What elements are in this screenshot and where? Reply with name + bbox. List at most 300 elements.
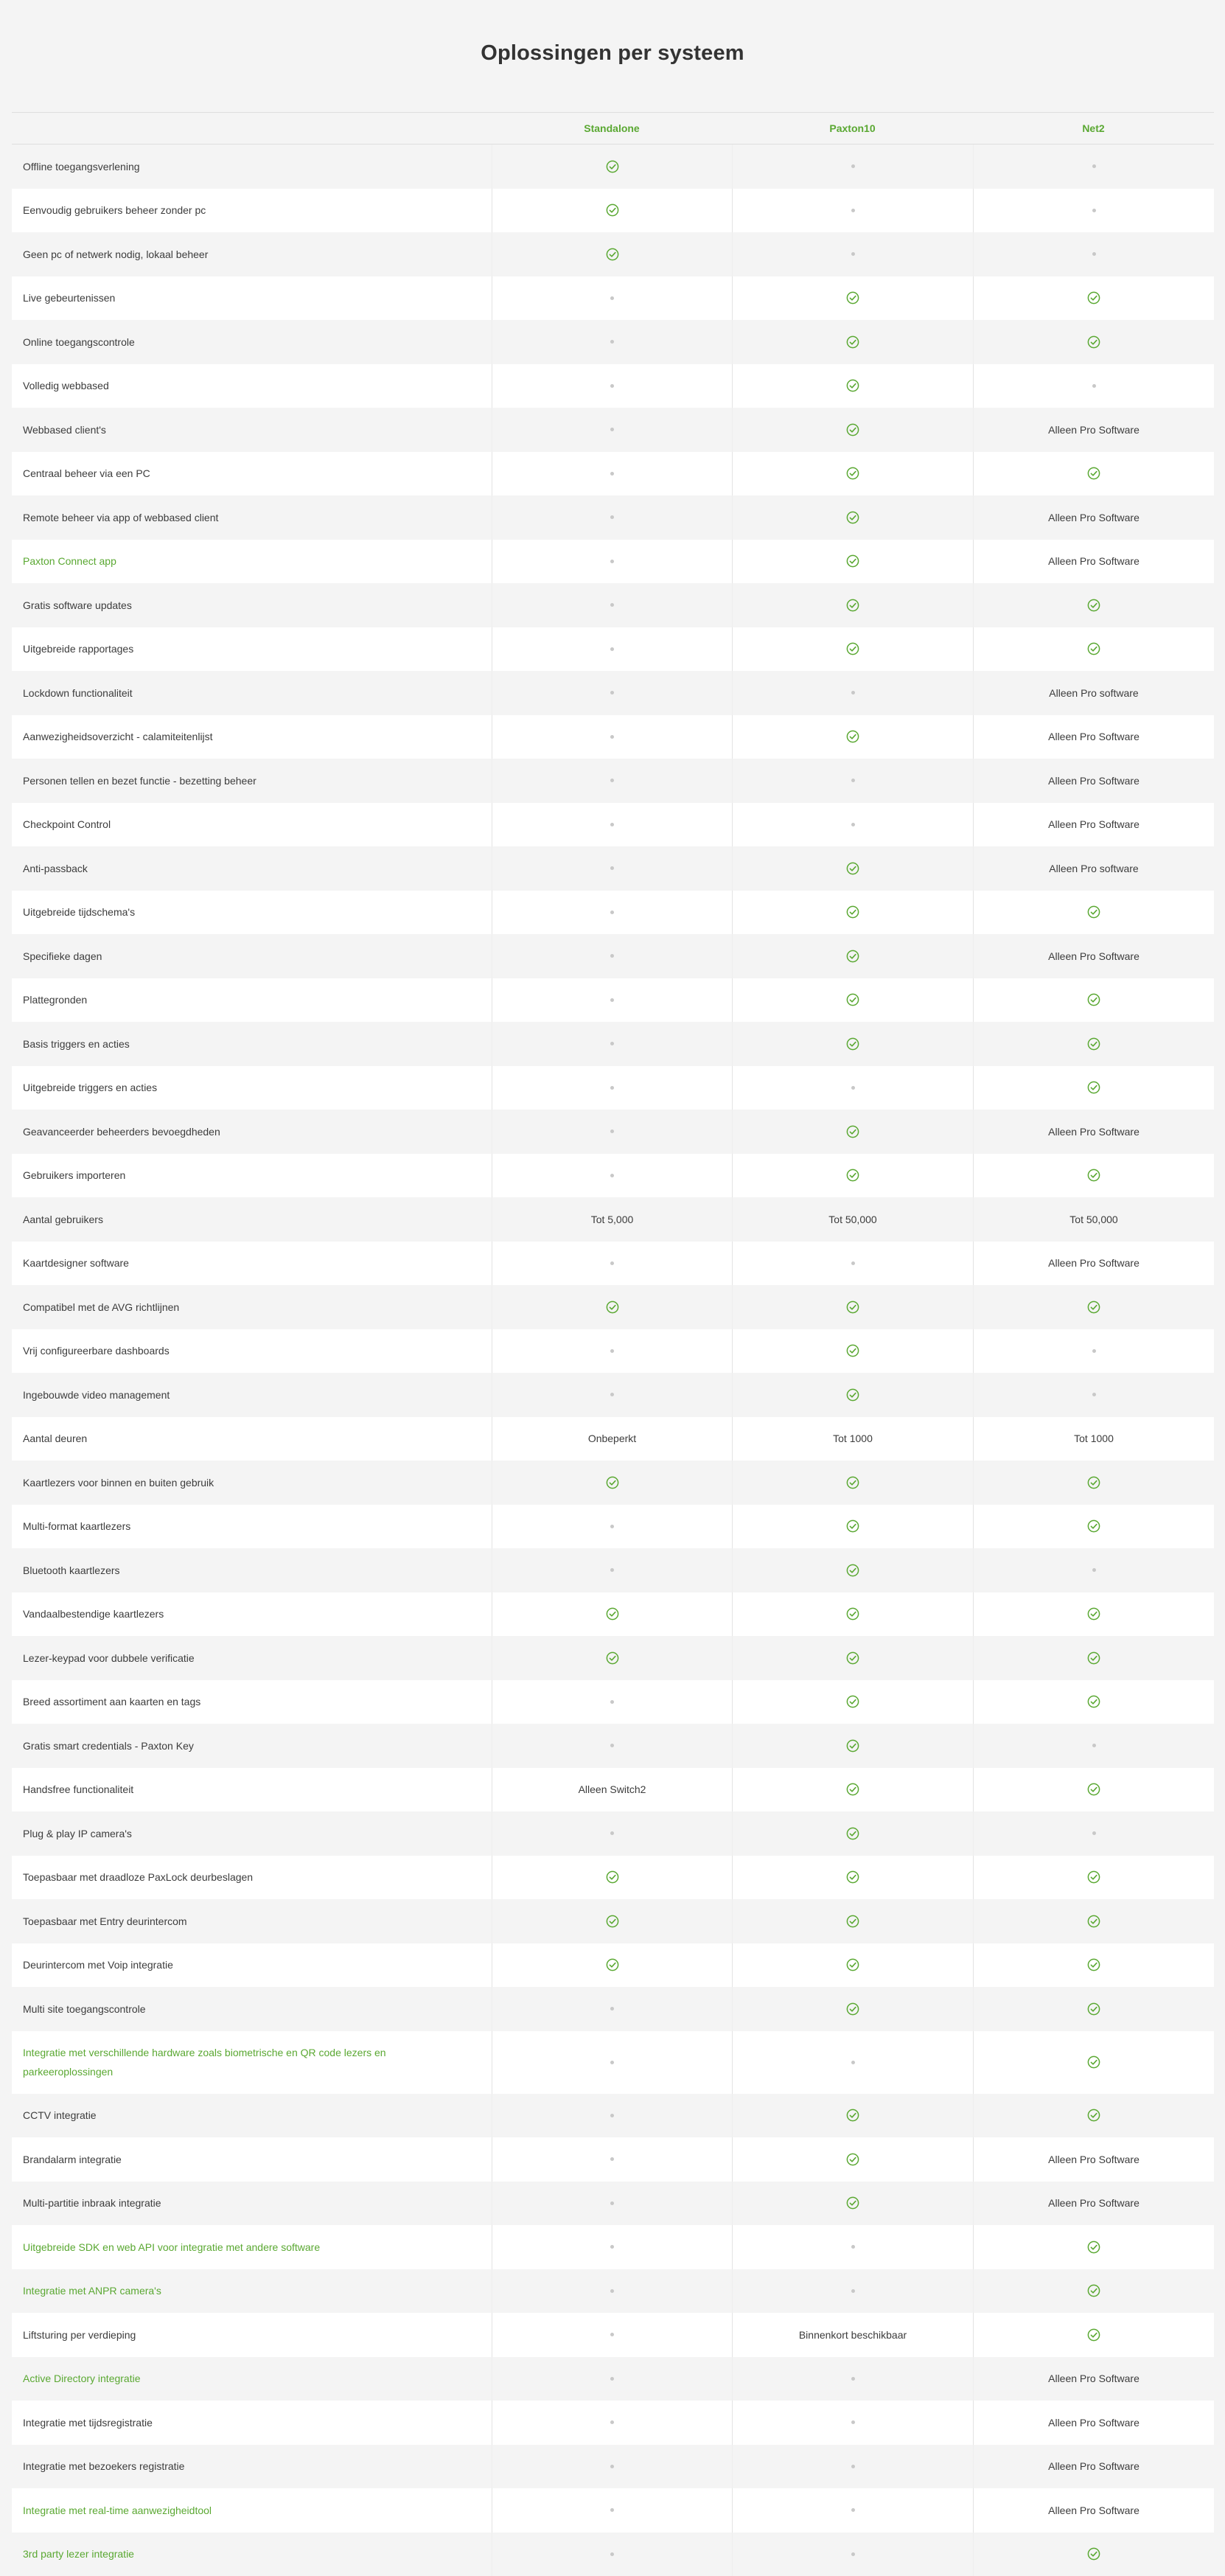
dot-icon [851, 209, 855, 212]
cell-standalone [492, 2401, 732, 2445]
dot-icon [851, 252, 855, 256]
cell-paxton10 [732, 2357, 973, 2401]
cell-standalone [492, 2269, 732, 2314]
dot-icon [1092, 209, 1096, 212]
cell-paxton10 [732, 759, 973, 803]
dot-icon [610, 735, 614, 739]
cell-net2 [973, 2182, 1214, 2226]
dot-icon [851, 779, 855, 782]
cell-paxton10 [732, 1987, 973, 2031]
cell-standalone [492, 715, 732, 759]
check-circle-icon [606, 248, 619, 261]
cell-net2 [973, 1636, 1214, 1680]
page-title: Oplossingen per systeem [0, 41, 1225, 66]
cell-text: Alleen Pro Software [1048, 1257, 1140, 1269]
cell-paxton10 [732, 2182, 973, 2226]
cell-paxton10 [732, 715, 973, 759]
check-circle-icon [846, 1520, 859, 1533]
check-circle-icon [1087, 1915, 1100, 1928]
cell-standalone [492, 583, 732, 627]
cell-text: Alleen Pro Software [1048, 2373, 1140, 2384]
cell-paxton10 [732, 1680, 973, 1724]
dot-icon [610, 691, 614, 695]
cell-standalone [492, 2357, 732, 2401]
cell-net2 [973, 1987, 1214, 2031]
check-circle-icon [606, 1476, 619, 1489]
cell-net2 [973, 934, 1214, 978]
check-circle-icon [1087, 905, 1100, 919]
cell-standalone [492, 232, 732, 276]
cell-paxton10 [732, 1417, 973, 1461]
cell-net2 [973, 803, 1214, 847]
cell-text: Tot 5,000 [591, 1214, 634, 1225]
dot-icon [1092, 1349, 1096, 1353]
cell-paxton10 [732, 276, 973, 321]
check-circle-icon [846, 291, 859, 304]
check-circle-icon [1087, 2547, 1100, 2561]
cell-net2 [973, 1461, 1214, 1505]
cell-text: Alleen Pro Software [1048, 775, 1140, 787]
check-circle-icon [1087, 1081, 1100, 1094]
feature-label: Multi-format kaartlezers [12, 1505, 492, 1549]
cell-paxton10 [732, 583, 973, 627]
table-row [12, 1285, 1214, 1329]
dot-icon [610, 2157, 614, 2161]
cell-paxton10 [732, 1636, 973, 1680]
check-circle-icon [846, 1783, 859, 1796]
dot-icon [1092, 252, 1096, 256]
table-row [12, 1110, 1214, 1154]
cell-standalone [492, 408, 732, 452]
feature-link[interactable]: Integratie met ANPR camera's [12, 2269, 492, 2314]
cell-paxton10 [732, 1066, 973, 1110]
check-circle-icon [606, 1607, 619, 1621]
cell-net2 [973, 2357, 1214, 2401]
cell-net2 [973, 1724, 1214, 1768]
cell-net2 [973, 1856, 1214, 1900]
cell-text: Tot 50,000 [828, 1214, 876, 1225]
cell-net2 [973, 2313, 1214, 2357]
dot-icon [610, 1525, 614, 1528]
feature-label: Aantal gebruikers [12, 1197, 492, 1242]
check-circle-icon [606, 160, 619, 173]
check-circle-icon [606, 1958, 619, 1971]
cell-paxton10 [732, 1724, 973, 1768]
feature-label: Basis triggers en acties [12, 1022, 492, 1066]
check-circle-icon [1087, 1651, 1100, 1665]
table-row [12, 189, 1214, 233]
table-row [12, 1856, 1214, 1900]
cell-standalone [492, 2533, 732, 2576]
table-row [12, 1811, 1214, 1856]
table-row [12, 145, 1214, 189]
check-circle-icon [1087, 599, 1100, 612]
cell-standalone [492, 1592, 732, 1637]
dot-icon [610, 603, 614, 607]
cell-net2 [973, 1285, 1214, 1329]
cell-standalone [492, 1680, 732, 1724]
cell-paxton10 [732, 671, 973, 715]
check-circle-icon [846, 1037, 859, 1051]
cell-net2 [973, 495, 1214, 540]
feature-label: Deurintercom met Voip integratie [12, 1943, 492, 1988]
feature-label: Bluetooth kaartlezers [12, 1548, 492, 1592]
table-row [12, 803, 1214, 847]
dot-icon [610, 1042, 614, 1045]
cell-net2 [973, 408, 1214, 452]
cell-net2 [973, 1066, 1214, 1110]
cell-net2 [973, 232, 1214, 276]
check-circle-icon [846, 1870, 859, 1884]
table-row [12, 2182, 1214, 2226]
cell-paxton10 [732, 1899, 973, 1943]
check-circle-icon [1087, 1169, 1100, 1182]
feature-label: Centraal beheer via een PC [12, 452, 492, 496]
table-row [12, 2137, 1214, 2182]
cell-standalone [492, 1242, 732, 1286]
cell-standalone [492, 2031, 732, 2094]
cell-paxton10 [732, 1461, 973, 1505]
cell-net2 [973, 1505, 1214, 1549]
feature-label: Plug & play IP camera's [12, 1811, 492, 1856]
check-circle-icon [846, 467, 859, 480]
cell-paxton10 [732, 2269, 973, 2314]
feature-label: Uitgebreide triggers en acties [12, 1066, 492, 1110]
check-circle-icon [846, 1958, 859, 1971]
cell-paxton10 [732, 364, 973, 408]
cell-paxton10 [732, 1373, 973, 1417]
cell-paxton10 [732, 232, 973, 276]
table-row [12, 1197, 1214, 1242]
dot-icon [851, 1086, 855, 1090]
feature-label: Aanwezigheidsoverzicht - calamiteitenlijst [12, 715, 492, 759]
feature-label: Plattegronden [12, 978, 492, 1023]
cell-standalone [492, 1943, 732, 1988]
cell-text: Alleen Pro Software [1048, 731, 1140, 742]
cell-standalone [492, 1373, 732, 1417]
cell-paxton10 [732, 452, 973, 496]
table-row [12, 2313, 1214, 2357]
table-row [12, 1066, 1214, 1110]
feature-label: Volledig webbased [12, 364, 492, 408]
dot-icon [610, 2245, 614, 2249]
feature-label: Geavanceerder beheerders bevoegdheden [12, 1110, 492, 1154]
cell-net2 [973, 1943, 1214, 1988]
cell-paxton10 [732, 2225, 973, 2269]
cell-net2 [973, 1373, 1214, 1417]
cell-text: Alleen Pro Software [1048, 1126, 1140, 1138]
table-row [12, 1943, 1214, 1988]
cell-net2 [973, 452, 1214, 496]
cell-paxton10 [732, 1811, 973, 1856]
table-row [12, 2225, 1214, 2269]
table-row [12, 1636, 1214, 1680]
check-circle-icon [846, 1301, 859, 1314]
dot-icon [851, 2420, 855, 2424]
table-row [12, 759, 1214, 803]
cell-net2 [973, 2269, 1214, 2314]
table-row [12, 1680, 1214, 1724]
feature-label: Aantal deuren [12, 1417, 492, 1461]
feature-label: Kaartlezers voor binnen en buiten gebruik [12, 1461, 492, 1505]
cell-standalone [492, 2137, 732, 2182]
cell-paxton10 [732, 2488, 973, 2533]
check-circle-icon [606, 1301, 619, 1314]
dot-icon [851, 823, 855, 826]
check-circle-icon [1087, 993, 1100, 1006]
table-row [12, 1373, 1214, 1417]
table-row [12, 583, 1214, 627]
cell-text: Tot 1000 [1074, 1433, 1114, 1444]
check-circle-icon [846, 950, 859, 963]
cell-net2 [973, 583, 1214, 627]
feature-link[interactable]: Uitgebreide SDK en web API voor integratie met andere software [12, 2225, 492, 2269]
feature-label: Ingebouwde video management [12, 1373, 492, 1417]
cell-standalone [492, 1724, 732, 1768]
check-circle-icon [846, 1388, 859, 1402]
cell-net2 [973, 846, 1214, 891]
feature-label: Breed assortiment aan kaarten en tags [12, 1680, 492, 1724]
table-row [12, 2488, 1214, 2533]
cell-paxton10 [732, 408, 973, 452]
cell-net2 [973, 671, 1214, 715]
dot-icon [610, 2289, 614, 2293]
cell-paxton10 [732, 145, 973, 189]
check-circle-icon [846, 993, 859, 1006]
table-row [12, 671, 1214, 715]
feature-label: Gratis smart credentials - Paxton Key [12, 1724, 492, 1768]
dot-icon [610, 954, 614, 958]
dot-icon [610, 998, 614, 1002]
table-row [12, 2357, 1214, 2401]
cell-net2 [973, 1022, 1214, 1066]
check-circle-icon [846, 642, 859, 655]
cell-standalone [492, 1154, 732, 1198]
check-circle-icon [1087, 1958, 1100, 1971]
table-row [12, 495, 1214, 540]
cell-standalone [492, 846, 732, 891]
table-row [12, 2445, 1214, 2489]
table-row [12, 1022, 1214, 1066]
cell-net2 [973, 1680, 1214, 1724]
cell-standalone [492, 978, 732, 1023]
cell-standalone [492, 1899, 732, 1943]
dot-icon [610, 384, 614, 388]
cell-paxton10 [732, 1548, 973, 1592]
feature-label: Lockdown functionaliteit [12, 671, 492, 715]
table-row [12, 2269, 1214, 2314]
cell-standalone [492, 364, 732, 408]
cell-paxton10 [732, 2401, 973, 2445]
dot-icon [610, 1129, 614, 1133]
header-net2: Net2 [973, 113, 1214, 144]
dot-icon [1092, 1744, 1096, 1747]
feature-label: Offline toegangsverlening [12, 145, 492, 189]
cell-net2 [973, 320, 1214, 364]
cell-standalone [492, 2225, 732, 2269]
table-row [12, 1329, 1214, 1374]
cell-text: Alleen Pro Software [1048, 512, 1140, 523]
cell-text: Alleen Pro Software [1048, 2504, 1140, 2516]
dot-icon [1092, 384, 1096, 388]
table-row [12, 1548, 1214, 1592]
feature-label: Remote beheer via app of webbased client [12, 495, 492, 540]
cell-standalone [492, 1461, 732, 1505]
table-row [12, 2094, 1214, 2138]
check-circle-icon [1087, 1037, 1100, 1051]
cell-paxton10 [732, 2137, 973, 2182]
check-circle-icon [846, 2196, 859, 2210]
check-circle-icon [846, 1125, 859, 1138]
feature-label: Lezer-keypad voor dubbele verificatie [12, 1636, 492, 1680]
check-circle-icon [606, 1651, 619, 1665]
feature-label: Kaartdesigner software [12, 1242, 492, 1286]
dot-icon [610, 472, 614, 476]
table-body [12, 145, 1214, 2576]
dot-icon [610, 866, 614, 870]
dot-icon [610, 1349, 614, 1353]
table-row [12, 1242, 1214, 1286]
cell-text: Binnenkort beschikbaar [799, 2329, 907, 2341]
check-circle-icon [1087, 1520, 1100, 1533]
dot-icon [610, 1261, 614, 1265]
dot-icon [610, 779, 614, 782]
feature-link[interactable]: 3rd party lezer integratie [12, 2533, 492, 2576]
cell-text: Tot 50,000 [1069, 1214, 1117, 1225]
check-circle-icon [846, 1607, 859, 1621]
feature-label: Integratie met bezoekers registratie [12, 2445, 492, 2489]
check-circle-icon [1087, 335, 1100, 349]
cell-standalone [492, 671, 732, 715]
cell-standalone [492, 1285, 732, 1329]
cell-standalone [492, 452, 732, 496]
cell-paxton10 [732, 2031, 973, 2094]
feature-label: Geen pc of netwerk nodig, lokaal beheer [12, 232, 492, 276]
cell-paxton10 [732, 934, 973, 978]
check-circle-icon [1087, 291, 1100, 304]
feature-link[interactable]: Integratie met verschillende hardware zoals biometrische en QR code lezers en parkeeroplossingen [12, 2031, 492, 2094]
cell-paxton10 [732, 1154, 973, 1198]
table-row [12, 1461, 1214, 1505]
table-row [12, 1768, 1214, 1812]
cell-text: Alleen Switch2 [579, 1783, 646, 1795]
dot-icon [1092, 1831, 1096, 1835]
table-row [12, 2401, 1214, 2445]
table-row [12, 715, 1214, 759]
feature-label: Toepasbaar met draadloze PaxLock deurbeslagen [12, 1856, 492, 1900]
cell-standalone [492, 495, 732, 540]
dot-icon [610, 1831, 614, 1835]
cell-net2 [973, 540, 1214, 584]
dot-icon [851, 2377, 855, 2381]
dot-icon [851, 691, 855, 695]
cell-standalone [492, 1856, 732, 1900]
table-row [12, 1505, 1214, 1549]
check-circle-icon [1087, 1870, 1100, 1884]
cell-standalone [492, 2488, 732, 2533]
cell-paxton10 [732, 1110, 973, 1154]
feature-label: Online toegangscontrole [12, 320, 492, 364]
table-row [12, 978, 1214, 1023]
cell-paxton10 [732, 2313, 973, 2357]
check-circle-icon [1087, 1476, 1100, 1489]
feature-label: Handsfree functionaliteit [12, 1768, 492, 1812]
cell-net2 [973, 2488, 1214, 2533]
cell-net2 [973, 2031, 1214, 2094]
cell-paxton10 [732, 1768, 973, 1812]
cell-paxton10 [732, 320, 973, 364]
cell-text: Alleen Pro Software [1048, 2154, 1140, 2165]
check-circle-icon [1087, 2055, 1100, 2069]
feature-label: Eenvoudig gebruikers beheer zonder pc [12, 189, 492, 233]
cell-standalone [492, 891, 732, 935]
check-circle-icon [606, 1915, 619, 1928]
check-circle-icon [1087, 2241, 1100, 2254]
cell-paxton10 [732, 2094, 973, 2138]
cell-paxton10 [732, 189, 973, 233]
cell-standalone [492, 759, 732, 803]
cell-text: Alleen Pro Software [1048, 2417, 1140, 2429]
check-circle-icon [1087, 2284, 1100, 2297]
cell-paxton10 [732, 1329, 973, 1374]
cell-net2 [973, 1417, 1214, 1461]
cell-standalone [492, 145, 732, 189]
cell-text: Alleen Pro Software [1048, 950, 1140, 962]
cell-standalone [492, 934, 732, 978]
feature-link[interactable]: Integratie met real-time aanwezigheidtool [12, 2488, 492, 2533]
feature-label: Multi-partitie inbraak integratie [12, 2182, 492, 2226]
feature-label: Personen tellen en bezet functie - bezetting beheer [12, 759, 492, 803]
table-row [12, 276, 1214, 321]
check-circle-icon [846, 599, 859, 612]
feature-label: Webbased client's [12, 408, 492, 452]
feature-link[interactable]: Active Directory integratie [12, 2357, 492, 2401]
cell-standalone [492, 1505, 732, 1549]
cell-standalone [492, 1022, 732, 1066]
dot-icon [610, 1174, 614, 1177]
cell-standalone [492, 1417, 732, 1461]
cell-paxton10 [732, 540, 973, 584]
cell-net2 [973, 1329, 1214, 1374]
cell-standalone [492, 1987, 732, 2031]
feature-label: Uitgebreide rapportages [12, 627, 492, 672]
check-circle-icon [846, 1695, 859, 1708]
cell-net2 [973, 627, 1214, 672]
cell-standalone [492, 627, 732, 672]
dot-icon [851, 1261, 855, 1265]
table-row [12, 1592, 1214, 1637]
check-circle-icon [1087, 467, 1100, 480]
cell-text: Alleen Pro Software [1048, 818, 1140, 830]
check-circle-icon [846, 511, 859, 524]
cell-standalone [492, 1329, 732, 1374]
cell-paxton10 [732, 1242, 973, 1286]
check-circle-icon [846, 1651, 859, 1665]
feature-link[interactable]: Paxton Connect app [12, 540, 492, 584]
feature-label: Vrij configureerbare dashboards [12, 1329, 492, 1374]
dot-icon [851, 2245, 855, 2249]
check-circle-icon [846, 1915, 859, 1928]
cell-text: Alleen Pro software [1049, 863, 1138, 874]
feature-label: Toepasbaar met Entry deurintercom [12, 1899, 492, 1943]
check-circle-icon [846, 905, 859, 919]
cell-net2 [973, 364, 1214, 408]
check-circle-icon [846, 1169, 859, 1182]
check-circle-icon [846, 1476, 859, 1489]
cell-standalone [492, 1636, 732, 1680]
feature-label: Live gebeurtenissen [12, 276, 492, 321]
feature-label: Liftsturing per verdieping [12, 2313, 492, 2357]
